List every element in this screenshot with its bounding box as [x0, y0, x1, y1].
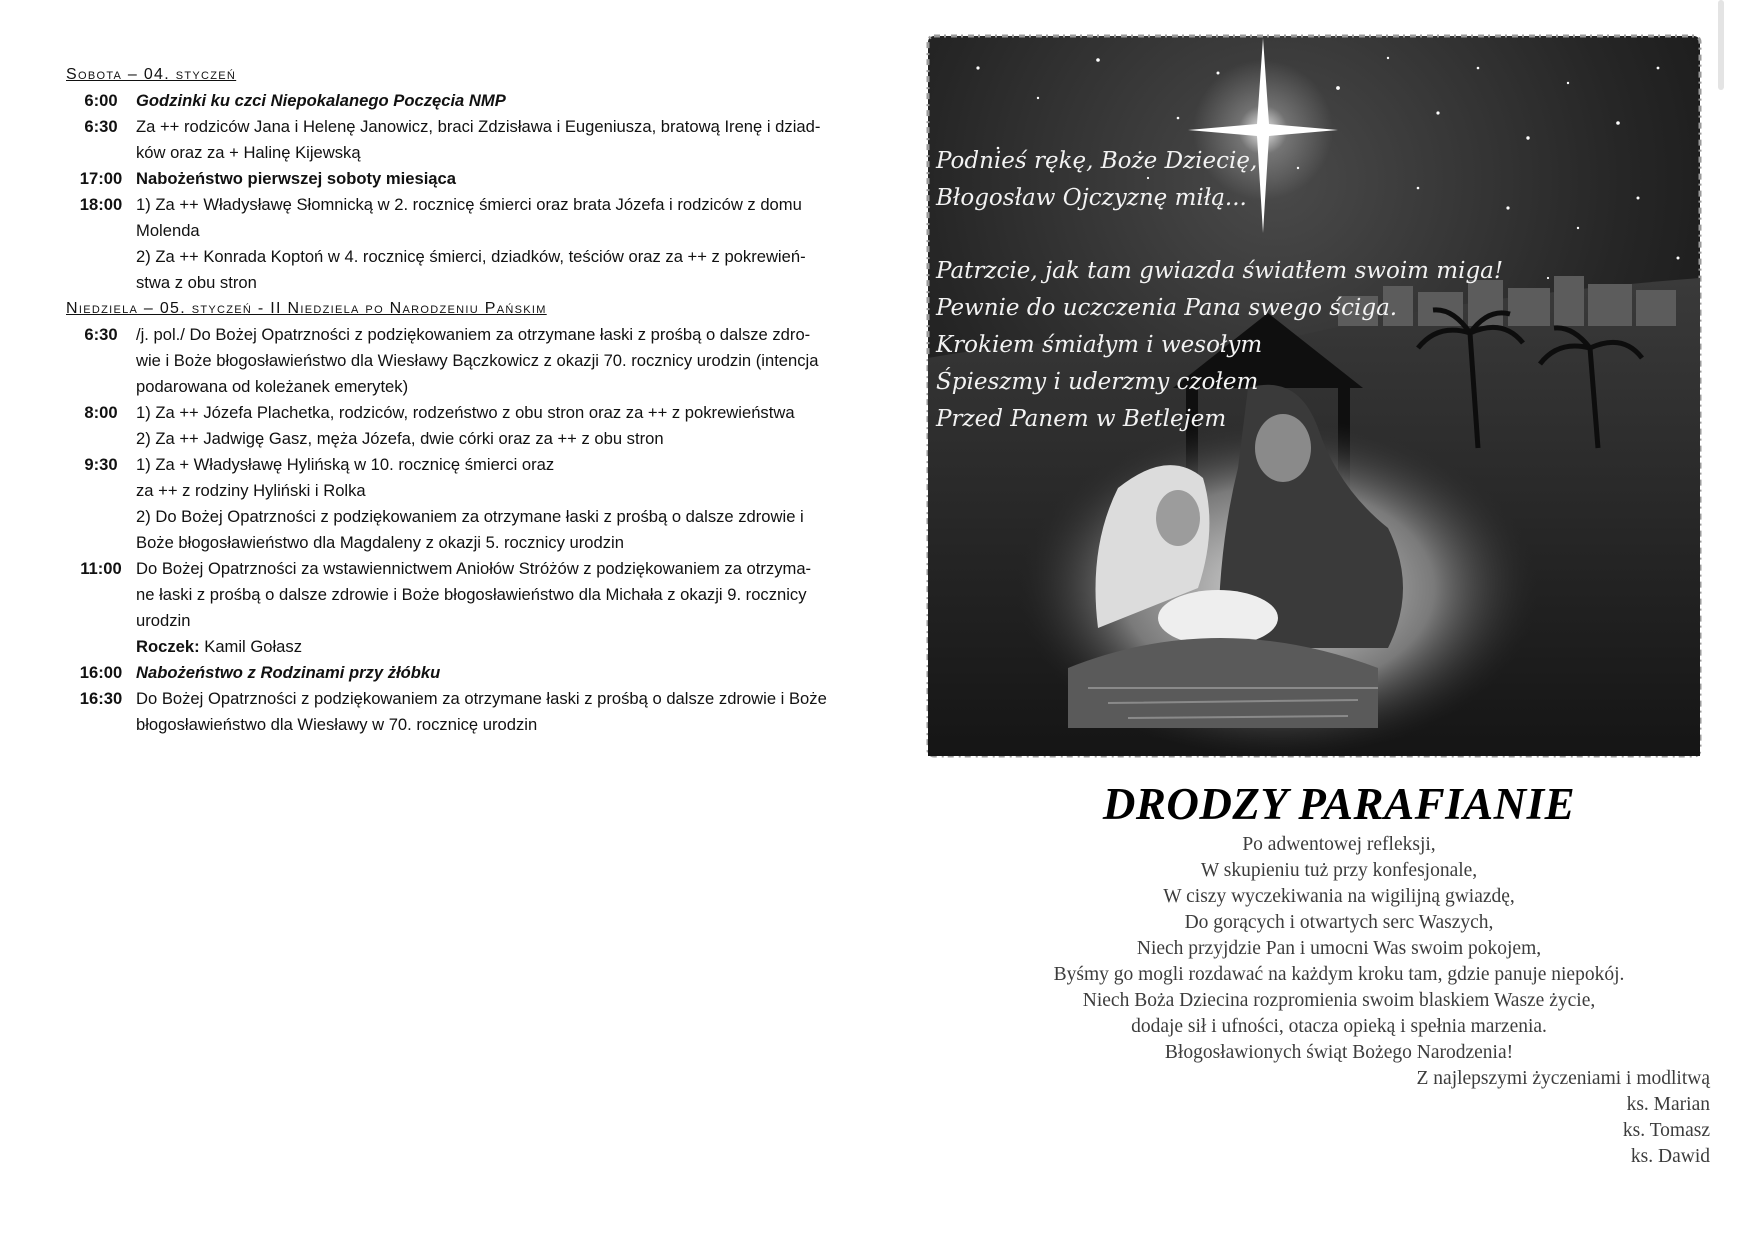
nativity-illustration [918, 28, 1712, 763]
mass-entry [66, 166, 846, 192]
letter-title: DRODZY PARAFIANIE [1102, 779, 1576, 829]
scrollbar[interactable] [1718, 0, 1724, 90]
mass-time: 16:00 [79, 663, 123, 682]
intention-line: 1) Za ++ Józefa Plachetka, rodziców, rodzeństwo z obu stron oraz za ++ z pokrewieństwa [136, 403, 795, 422]
intention-line: 1) Za + Władysławę Hylińską w 10. rocznicę śmierci oraz [136, 455, 555, 474]
mass-schedule [66, 62, 846, 738]
mass-entry [66, 556, 846, 660]
mass-time: 6:30 [84, 117, 118, 136]
mass-time: 8:00 [84, 403, 118, 422]
intention-line: 1) Za ++ Władysławę Słomnicką w 2. rocznicę śmierci oraz brata Józefa i rodziców z domu [136, 195, 802, 214]
signature-line: ks. Tomasz [1622, 1120, 1710, 1141]
intention-line: /j. pol./ Do Bożej Opatrzności z podziękowaniem za otrzymane łaski z prośbą o dalsze zdro- [136, 325, 811, 344]
signature-line: Z najlepszymi życzeniami i modlitwą [1416, 1068, 1710, 1089]
intention-line: Nabożeństwo pierwszej soboty miesiąca [136, 169, 456, 188]
intention-line: urodzin [136, 611, 191, 630]
mass-entry [66, 452, 846, 556]
christmas-letter [968, 776, 1710, 1170]
mass-entry [66, 400, 846, 452]
letter-line: Po adwentowej refleksji, [1242, 834, 1436, 855]
mass-entry [66, 88, 846, 114]
mass-entry [66, 322, 846, 400]
letter-line: W ciszy wyczekiwania na wigilijną gwiazdę, [1163, 886, 1515, 907]
letter-line: Niech Boża Dziecina rozpromienia swoim blaskiem Wasze życie, [1082, 990, 1596, 1011]
mass-entry [66, 686, 846, 738]
intention-line: Do Bożej Opatrzności za wstawiennictwem Aniołów Stróżów z podziękowaniem za otrzyma- [136, 559, 812, 578]
letter-line: Błogosławionych świąt Bożego Narodzenia! [1164, 1042, 1514, 1063]
mass-time: 17:00 [79, 169, 123, 188]
mass-entry [66, 192, 846, 296]
poem-line: Krokiem śmiałym i wesołym [936, 332, 1263, 358]
poem-line: Śpieszmy i uderzmy czołem [936, 369, 1259, 395]
intention-line: Molenda [136, 221, 200, 240]
poem-line: Pewnie do uczczenia Pana swego ściga. [936, 295, 1398, 321]
poem-line: Patrzcie, jak tam gwiazda światłem swoim miga! [936, 258, 1504, 284]
day-header: Niedziela – 05. styczeń - II Niedziela po Narodzeniu Pańskim [66, 300, 547, 317]
letter-line: dodaje sił i ufności, otacza opieką i spełnia marzenia. [1131, 1016, 1547, 1037]
letter-line: Do gorących i otwartych serc Waszych, [1184, 912, 1494, 933]
intention-line: 2) Do Bożej Opatrzności z podziękowaniem za otrzymane łaski z prośbą o dalsze zdrowie i [136, 507, 804, 526]
intention-line: wie i Boże błogosławieństwo dla Wiesławy Bączkowicz z okazji 70. rocznicy urodzin (intencja [136, 351, 819, 370]
intention-line: ków oraz za + Halinę Kijewską [136, 143, 361, 162]
mass-entry [66, 660, 846, 686]
day-header: Sobota – 04. styczeń [66, 66, 237, 83]
roczek-label: Roczek: [136, 637, 200, 656]
roczek-name: Kamil Gołasz [199, 637, 302, 656]
mass-time: 16:30 [79, 689, 123, 708]
mass-time: 9:30 [84, 455, 118, 474]
day-sunday [66, 296, 846, 738]
mass-time: 18:00 [79, 195, 123, 214]
letter-line: W skupieniu tuż przy konfesjonale, [1200, 860, 1478, 881]
intention-line [136, 634, 846, 660]
letter-line: Byśmy go mogli rozdawać na każdym kroku tam, gdzie panuje niepokój. [1053, 964, 1625, 985]
mass-time: 6:30 [84, 325, 118, 344]
intention-line: za ++ z rodziny Hyliński i Rolka [136, 481, 366, 500]
intention-line: Za ++ rodziców Jana i Helenę Janowicz, braci Zdzisława i Eugeniusza, bratową Irenę i dziad- [136, 117, 821, 136]
signature-line: ks. Dawid [1630, 1146, 1710, 1167]
intention-line: 2) Za ++ Jadwigę Gasz, męża Józefa, dwie córki oraz za ++ z obu stron [136, 429, 664, 448]
intention-line: podarowana od koleżanek emerytek) [136, 377, 409, 396]
mass-entry [66, 114, 846, 166]
mass-time: 11:00 [80, 559, 122, 578]
letter-line: Niech przyjdzie Pan i umocni Was swoim pokojem, [1136, 938, 1542, 959]
day-saturday [66, 62, 846, 296]
poem-line: Błogosław Ojczyznę miłą... [936, 185, 1247, 211]
intention-line: Nabożeństwo z Rodzinami przy żłóbku [136, 663, 441, 682]
nativity-image [918, 28, 1712, 763]
intention-line: błogosławieństwo dla Wiesławy w 70. rocznicę urodzin [136, 715, 538, 734]
intention-line: 2) Za ++ Konrada Koptoń w 4. rocznicę śmierci, dziadków, teściów oraz za ++ z pokrewień- [136, 247, 806, 266]
mass-time: 6:00 [84, 91, 118, 110]
poem-line: Przed Panem w Betlejem [936, 406, 1227, 432]
poem-line: Podnieś rękę, Boże Dziecię, [936, 148, 1258, 174]
intention-line: Do Bożej Opatrzności z podziękowaniem za otrzymane łaski z prośbą o dalsze zdrowie i Boże [136, 689, 827, 708]
intention-line: Boże błogosławieństwo dla Magdaleny z okazji 5. rocznicy urodzin [136, 533, 624, 552]
intention-line: ne łaski z prośbą o dalsze zdrowie i Boże błogosławieństwo dla Michała z okazji 9. rocznicy [136, 585, 807, 604]
intention-line: Godzinki ku czci Niepokalanego Poczęcia NMP [136, 91, 506, 110]
signature-line: ks. Marian [1626, 1094, 1710, 1115]
intention-line: stwa z obu stron [136, 273, 257, 292]
